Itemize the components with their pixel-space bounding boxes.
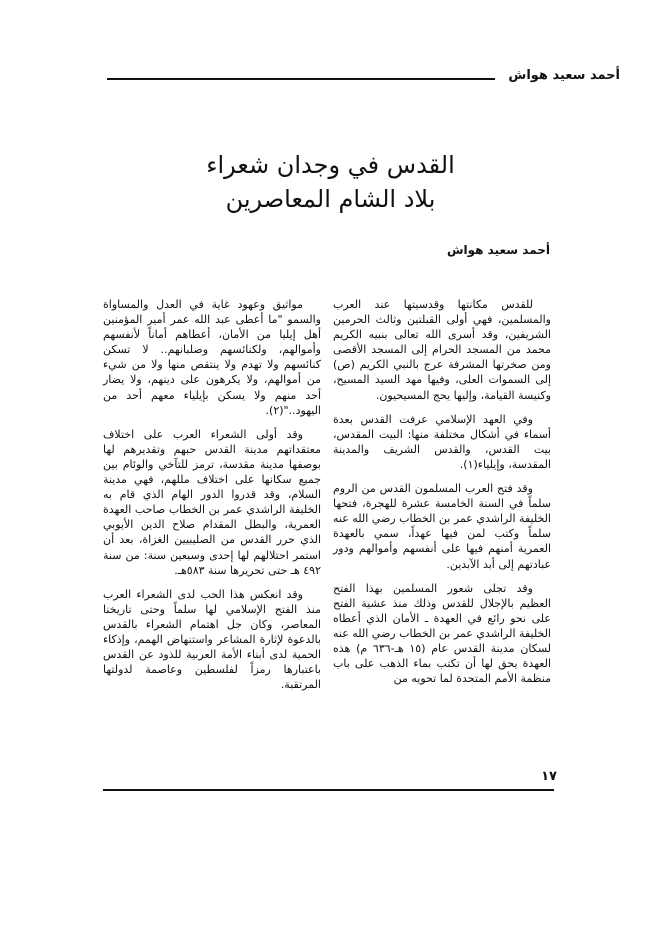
paragraph: وقد تجلى شعور المسلمين بهذا الفتح العظيم بالإجلال للقدس وذلك منذ عشية الفتح على نحو رائع في العهدة ـ الأمان الذي أعطاه الخليفة الراشدي عمر بن الخطاب رضي الله عنه لسكان مدينة القدس عام (١٥ هـ-٦٣٦ م) هذه العهدة يحق لها أن تكتب بماء الذهب على باب منظمة الأمم المتحدة لما تحويه من <box>333 581 551 686</box>
article-byline: أحمد سعيد هواش <box>446 243 550 257</box>
paragraph: وفي العهد الإسلامي عرفت القدس بعدة أسماء في أشكال مختلفة منها: البيت المقدس، بيت القدس، والقدس الشريف والمدينة المقدسة، وإيلياء(١). <box>333 412 551 471</box>
title-line-1: القدس في وجدان شعراء <box>206 151 455 179</box>
running-header-author: أحمد سعيد هواش <box>508 68 620 83</box>
page-number: ١٧ <box>541 769 557 784</box>
text-column-right <box>333 297 551 695</box>
article-title <box>110 148 551 216</box>
paragraph: مواثيق وعهود غاية في العدل والمساواة والسمو "ما أعطى عبد الله عمر أمير المؤمنين أهل إيليا من الأمان، أعطاهم أماناً لأنفسهم وأموالهم، ولكنائسهم وصلبانهم.. لا تسكن كنائسهم ولا تهدم ولا ينتقص منها ولا من شيء من أموالهم، ولا يكرهون على دينهم، ولا يضار أحد منهم ولا يسكن بإيلياء معهم أحد من اليهود.."(٢). <box>103 298 321 417</box>
paragraph: للقدس مكانتها وقدسيتها عند العرب والمسلمين، فهي أولى القبلتين وثالث الحرمين الشريفين، وقد أسرى الله تعالى بنبيه الكريم محمد من المسجد الحرام إلى المسجد الأقصى ومن صخرتها المشرفة عرج بالنبي الكريم (ص) إلى السموات العلى، وفيها مهد السيد المسيح، وكنيسة القيامة، وإليها يحج المسيحيون. <box>333 298 551 402</box>
footer-divider <box>103 789 554 791</box>
text-column-left <box>103 297 321 701</box>
header-divider <box>107 78 495 80</box>
paragraph: وقد انعكس هذا الحب لدى الشعراء العرب منذ الفتح الإسلامي لها سلماً وحتى تاريخنا المعاصر، وكان جل اهتمام الشعراء بالقدس بالدعوة لإثارة المشاعر واستنهاض الهمم، وإذكاء الحمية لدى أبناء الأمة العربية للذود عن القدس باعتبارها رمزاً لفلسطين وعاصمة لدولتها المرتقبة. <box>103 587 321 692</box>
paragraph: وقد فتح العرب المسلمون القدس من الروم سلماً في السنة الخامسة عشرة للهجرة، فتحها الخليفة الراشدي عمر بن الخطاب رضي الله عنه سلماً وكتب لمن فيها عهداً، سمي بالعهدة العمرية أمنهم فيها على أنفسهم وأموالهم ودور عبادتهم إلى أبد الآبدين. <box>333 482 551 571</box>
paragraph: وقد أولى الشعراء العرب على اختلاف معتقداتهم مدينة القدس حبهم وتقديرهم لها بوصفها مدينة مقدسة، ترمز للتآخي والوئام بين جميع سكانها على اختلاف مللهم، فهي مدينة السلام، وقد قدروا الدور الهام الذي قام به الخليفة الراشدي عمر بن الخطاب صاحب العهدة العمرية، والبطل المقدام صلاح الدين الأيوبي الذي حرر القدس من الصليبيين الغزاة، بعد أن استمر احتلالهم لها إحدى وسبعين سنة: من سنة ٤٩٢ هـ حتى تحريرها سنة ٥٨٣هـ. <box>103 427 321 577</box>
title-line-2: بلاد الشام المعاصرين <box>225 185 436 213</box>
